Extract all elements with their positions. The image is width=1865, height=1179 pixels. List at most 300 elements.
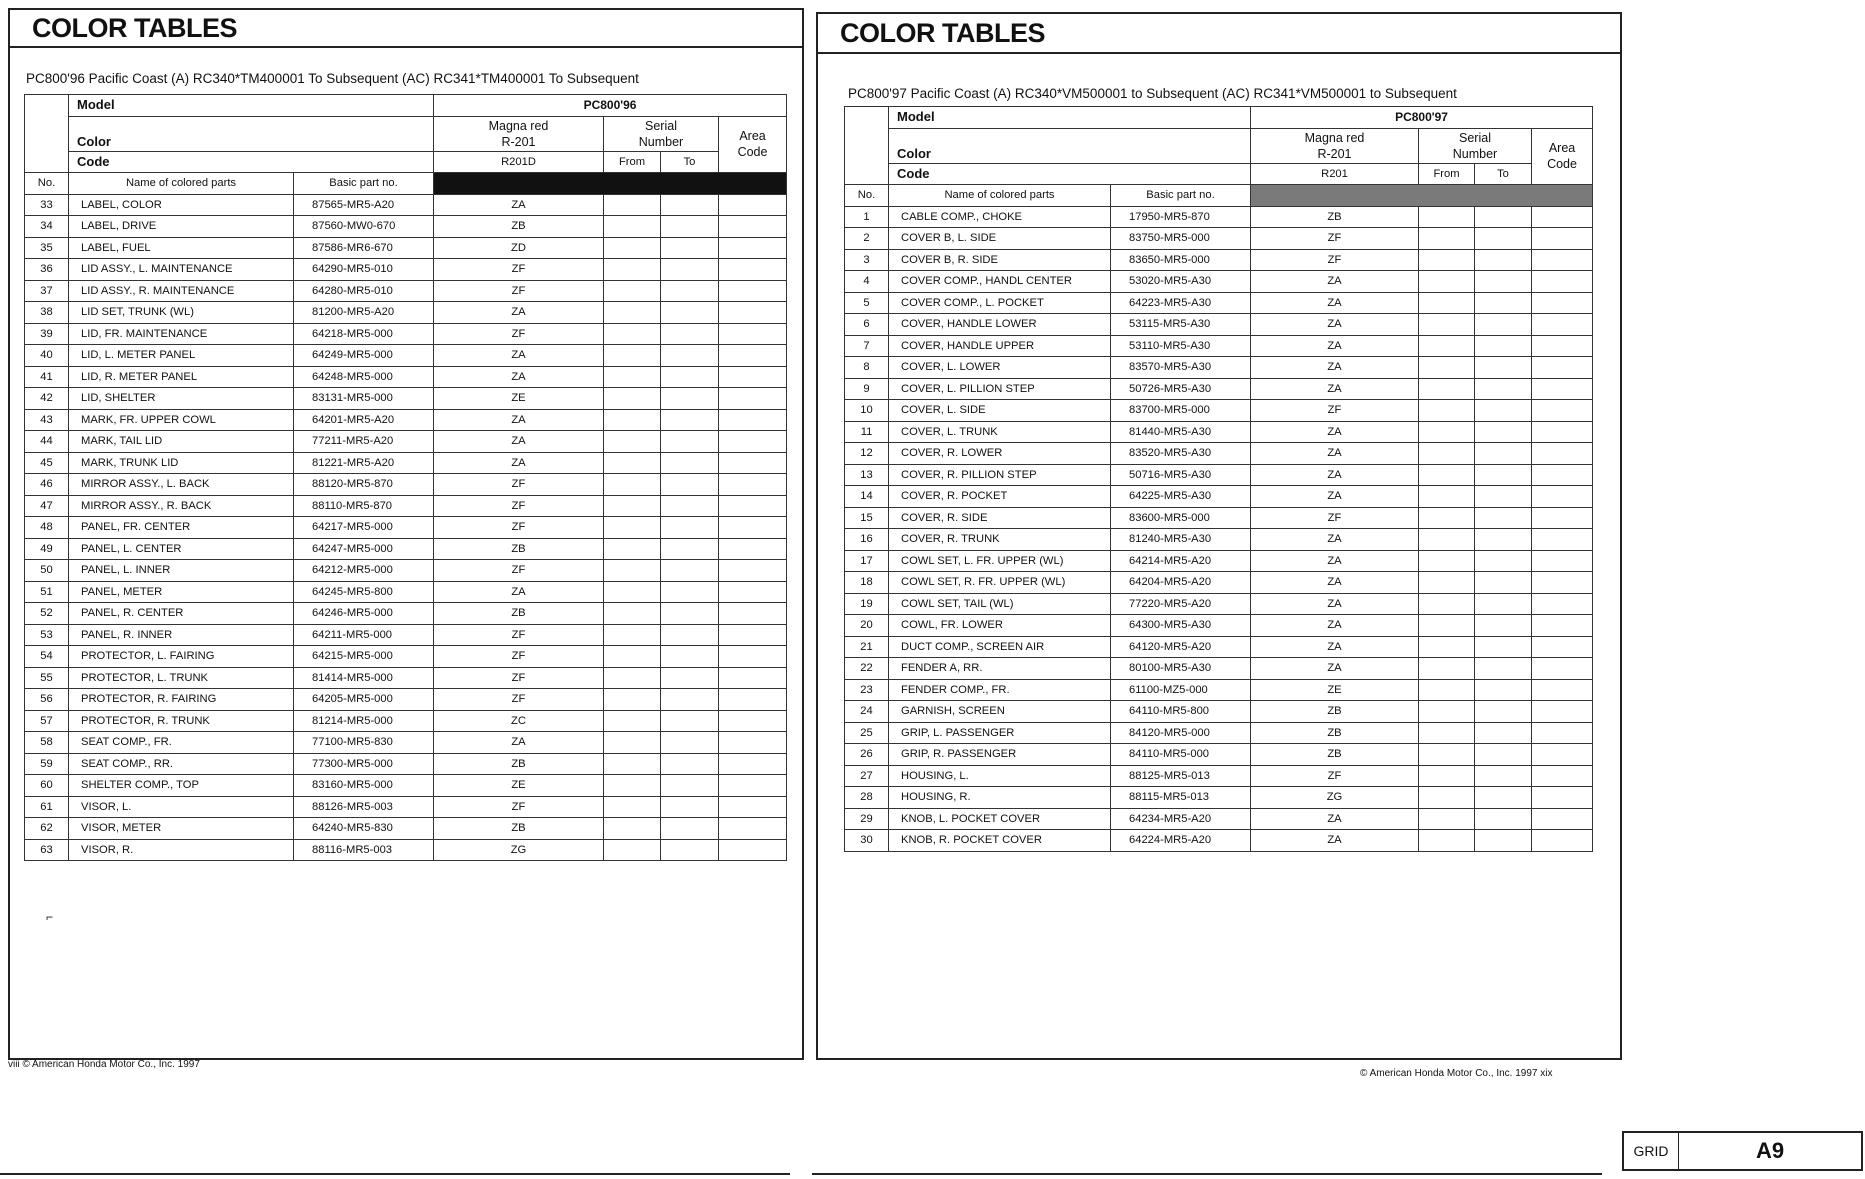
- serial-to-cell: [661, 603, 719, 625]
- table-row: [25, 710, 787, 732]
- part-number: 64300-MR5-A30: [1111, 615, 1251, 637]
- part-name: PANEL, R. INNER: [69, 624, 294, 646]
- serial-to-cell: [661, 280, 719, 302]
- color-name: Magna red R-201: [434, 116, 604, 151]
- no-column-header: No.: [25, 173, 69, 195]
- color-label: Color: [889, 128, 1251, 163]
- table-row: [845, 228, 1593, 250]
- serial-from-cell: [604, 581, 661, 603]
- part-name: COVER COMP., HANDL CENTER: [889, 271, 1111, 293]
- part-number: 64211-MR5-000: [294, 624, 434, 646]
- table-row: [845, 593, 1593, 615]
- code-value: R201: [1251, 163, 1419, 185]
- row-number: 1: [845, 206, 889, 228]
- serial-from-cell: [604, 710, 661, 732]
- serial-to-cell: [1475, 636, 1532, 658]
- row-number: 37: [25, 280, 69, 302]
- part-name: PANEL, L. INNER: [69, 560, 294, 582]
- color-code: ZA: [1251, 572, 1419, 594]
- row-number: 49: [25, 538, 69, 560]
- area-code-cell: [1532, 572, 1593, 594]
- part-name: LID SET, TRUNK (WL): [69, 302, 294, 324]
- table-row: [25, 581, 787, 603]
- part-name: PANEL, L. CENTER: [69, 538, 294, 560]
- left-bottom-rule: [0, 1173, 790, 1175]
- serial-from-cell: [1419, 679, 1475, 701]
- part-name: COVER, L. TRUNK: [889, 421, 1111, 443]
- serial-from-cell: [604, 216, 661, 238]
- part-number: 64120-MR5-A20: [1111, 636, 1251, 658]
- row-number: 40: [25, 345, 69, 367]
- area-code-cell: [1532, 550, 1593, 572]
- header-dark-bar: [434, 173, 787, 195]
- table-row: [845, 744, 1593, 766]
- area-code-cell: [719, 646, 787, 668]
- serial-to-cell: [661, 839, 719, 861]
- part-name: PROTECTOR, L. FAIRING: [69, 646, 294, 668]
- serial-from-cell: [1419, 787, 1475, 809]
- color-code: ZF: [1251, 400, 1419, 422]
- part-number: 81440-MR5-A30: [1111, 421, 1251, 443]
- part-name: VISOR, METER: [69, 818, 294, 840]
- color-code: ZF: [434, 667, 604, 689]
- part-number: 83520-MR5-A30: [1111, 443, 1251, 465]
- color-code: ZB: [434, 538, 604, 560]
- table-row: [25, 366, 787, 388]
- part-number: 77211-MR5-A20: [294, 431, 434, 453]
- part-name: LID ASSY., R. MAINTENANCE: [69, 280, 294, 302]
- stray-mark: ⌐: [46, 910, 54, 924]
- part-name: MARK, FR. UPPER COWL: [69, 409, 294, 431]
- serial-from-cell: [1419, 400, 1475, 422]
- table-row: [25, 732, 787, 754]
- serial-from-cell: [604, 302, 661, 324]
- part-number: 83600-MR5-000: [1111, 507, 1251, 529]
- table-row: [845, 679, 1593, 701]
- part-name: LID, FR. MAINTENANCE: [69, 323, 294, 345]
- part-number: 50726-MR5-A30: [1111, 378, 1251, 400]
- serial-from-cell: [604, 323, 661, 345]
- table-row: [25, 280, 787, 302]
- area-code-cell: [1532, 744, 1593, 766]
- serial-from-cell: [604, 194, 661, 216]
- row-number: 34: [25, 216, 69, 238]
- color-code: ZA: [1251, 486, 1419, 508]
- area-code-cell: [719, 323, 787, 345]
- serial-from-cell: [604, 667, 661, 689]
- part-number: 64217-MR5-000: [294, 517, 434, 539]
- part-name: CABLE COMP., CHOKE: [889, 206, 1111, 228]
- serial-to-cell: [1475, 787, 1532, 809]
- part-number: 53110-MR5-A30: [1111, 335, 1251, 357]
- left-color-table: [24, 94, 787, 861]
- part-number: 88125-MR5-013: [1111, 765, 1251, 787]
- serial-from-cell: [604, 452, 661, 474]
- color-code: ZC: [434, 710, 604, 732]
- part-number: 64248-MR5-000: [294, 366, 434, 388]
- row-number: 43: [25, 409, 69, 431]
- row-number: 58: [25, 732, 69, 754]
- table-row: [25, 237, 787, 259]
- color-code: ZA: [1251, 529, 1419, 551]
- color-code: ZF: [434, 624, 604, 646]
- part-name: PROTECTOR, R. TRUNK: [69, 710, 294, 732]
- serial-to-cell: [1475, 658, 1532, 680]
- part-name: PANEL, R. CENTER: [69, 603, 294, 625]
- serial-number-label: Serial Number: [1419, 128, 1532, 163]
- area-code-cell: [719, 345, 787, 367]
- color-code: ZF: [434, 689, 604, 711]
- table-row: [845, 400, 1593, 422]
- color-code: ZA: [1251, 830, 1419, 852]
- serial-from-cell: [604, 409, 661, 431]
- row-number: 7: [845, 335, 889, 357]
- part-name: COVER, R. TRUNK: [889, 529, 1111, 551]
- table-row: [845, 636, 1593, 658]
- area-code-cell: [719, 302, 787, 324]
- no-header-spacer: [25, 95, 69, 173]
- serial-to-cell: [1475, 744, 1532, 766]
- serial-to-cell: [1475, 830, 1532, 852]
- serial-to-cell: [1475, 357, 1532, 379]
- part-name: COVER, HANDLE UPPER: [889, 335, 1111, 357]
- serial-from-cell: [1419, 335, 1475, 357]
- area-code-cell: [1532, 765, 1593, 787]
- serial-to-cell: [1475, 314, 1532, 336]
- row-number: 19: [845, 593, 889, 615]
- color-code: ZB: [1251, 701, 1419, 723]
- color-code: ZB: [1251, 744, 1419, 766]
- color-code: ZF: [434, 474, 604, 496]
- serial-from-cell: [1419, 292, 1475, 314]
- serial-to-cell: [1475, 443, 1532, 465]
- serial-from-cell: [604, 624, 661, 646]
- part-name: COVER, R. PILLION STEP: [889, 464, 1111, 486]
- serial-to-cell: [661, 345, 719, 367]
- part-number: 77220-MR5-A20: [1111, 593, 1251, 615]
- part-number: 77100-MR5-830: [294, 732, 434, 754]
- area-code-cell: [1532, 249, 1593, 271]
- serial-from-cell: [1419, 378, 1475, 400]
- part-number: 61100-MZ5-000: [1111, 679, 1251, 701]
- model-value: PC800'97: [1251, 107, 1593, 129]
- color-code: ZA: [1251, 314, 1419, 336]
- serial-from-cell: [604, 646, 661, 668]
- table-row: [25, 431, 787, 453]
- part-name: COWL SET, R. FR. UPPER (WL): [889, 572, 1111, 594]
- part-name: LID, L. METER PANEL: [69, 345, 294, 367]
- part-name: PROTECTOR, R. FAIRING: [69, 689, 294, 711]
- color-code: ZF: [434, 517, 604, 539]
- serial-to-cell: [661, 237, 719, 259]
- serial-from-cell: [604, 839, 661, 861]
- area-code-cell: [1532, 529, 1593, 551]
- left-table-subtitle: PC800'96 Pacific Coast (A) RC340*TM400001 To Subsequent (AC) RC341*TM400001 To Subsequent: [26, 71, 639, 86]
- part-number: 83750-MR5-000: [1111, 228, 1251, 250]
- table-row: [845, 550, 1593, 572]
- model-value: PC800'96: [434, 95, 787, 117]
- table-row: [25, 323, 787, 345]
- area-code-cell: [1532, 271, 1593, 293]
- part-number: 87560-MW0-670: [294, 216, 434, 238]
- color-code: ZA: [434, 732, 604, 754]
- part-number: 64218-MR5-000: [294, 323, 434, 345]
- color-code: ZA: [1251, 357, 1419, 379]
- color-code: ZA: [1251, 550, 1419, 572]
- serial-to-cell: [1475, 808, 1532, 830]
- area-code-cell: [719, 452, 787, 474]
- area-code-cell: [719, 753, 787, 775]
- serial-from-cell: [604, 388, 661, 410]
- area-code-cell: [719, 732, 787, 754]
- color-code: ZA: [434, 366, 604, 388]
- right-color-table: [844, 106, 1593, 852]
- table-row: [25, 452, 787, 474]
- part-number: 81221-MR5-A20: [294, 452, 434, 474]
- color-code: ZE: [434, 388, 604, 410]
- serial-to-cell: [1475, 572, 1532, 594]
- color-code: ZA: [434, 452, 604, 474]
- part-name: LID, SHELTER: [69, 388, 294, 410]
- table-row: [25, 689, 787, 711]
- color-code: ZA: [1251, 421, 1419, 443]
- serial-to-cell: [661, 302, 719, 324]
- table-row: [25, 409, 787, 431]
- row-number: 47: [25, 495, 69, 517]
- serial-to-cell: [661, 216, 719, 238]
- part-number: 64205-MR5-000: [294, 689, 434, 711]
- color-code: ZF: [1251, 507, 1419, 529]
- serial-from-cell: [604, 237, 661, 259]
- part-number: 64110-MR5-800: [1111, 701, 1251, 723]
- part-name: COVER, HANDLE LOWER: [889, 314, 1111, 336]
- area-code-cell: [719, 689, 787, 711]
- right-table-subtitle: PC800'97 Pacific Coast (A) RC340*VM500001 to Subsequent (AC) RC341*VM500001 to Subsequent: [848, 86, 1457, 101]
- part-name: LABEL, COLOR: [69, 194, 294, 216]
- part-number: 81240-MR5-A30: [1111, 529, 1251, 551]
- serial-from-cell: [1419, 486, 1475, 508]
- table-row: [845, 701, 1593, 723]
- serial-to-cell: [1475, 421, 1532, 443]
- area-code-cell: [719, 775, 787, 797]
- right-bottom-rule: [812, 1173, 1602, 1175]
- row-number: 13: [845, 464, 889, 486]
- row-number: 10: [845, 400, 889, 422]
- color-code: ZF: [434, 323, 604, 345]
- table-row: [25, 796, 787, 818]
- part-number: 64240-MR5-830: [294, 818, 434, 840]
- table-row: [25, 259, 787, 281]
- area-code-label: Area Code: [1532, 128, 1593, 185]
- serial-from-cell: [1419, 636, 1475, 658]
- color-code: ZA: [434, 302, 604, 324]
- name-column-header: Name of colored parts: [889, 185, 1111, 207]
- row-number: 27: [845, 765, 889, 787]
- row-number: 46: [25, 474, 69, 496]
- grid-value: A9: [1755, 1138, 1785, 1163]
- part-number: 88116-MR5-003: [294, 839, 434, 861]
- serial-from-cell: [604, 603, 661, 625]
- row-number: 30: [845, 830, 889, 852]
- part-number: 64245-MR5-800: [294, 581, 434, 603]
- serial-from-cell: [604, 280, 661, 302]
- part-number: 64204-MR5-A20: [1111, 572, 1251, 594]
- part-number: 87586-MR6-670: [294, 237, 434, 259]
- serial-to-cell: [1475, 206, 1532, 228]
- color-code: ZE: [434, 775, 604, 797]
- color-code: ZB: [1251, 206, 1419, 228]
- part-number: 64247-MR5-000: [294, 538, 434, 560]
- area-code-cell: [719, 603, 787, 625]
- table-row: [845, 357, 1593, 379]
- part-name: HOUSING, L.: [889, 765, 1111, 787]
- serial-to-cell: [1475, 679, 1532, 701]
- color-code: ZF: [434, 280, 604, 302]
- part-name: GRIP, L. PASSENGER: [889, 722, 1111, 744]
- row-number: 14: [845, 486, 889, 508]
- row-number: 48: [25, 517, 69, 539]
- part-number: 88126-MR5-003: [294, 796, 434, 818]
- serial-to-cell: [661, 818, 719, 840]
- area-code-cell: [719, 259, 787, 281]
- serial-to-cell: [661, 194, 719, 216]
- serial-from-cell: [1419, 615, 1475, 637]
- serial-from-cell: [604, 753, 661, 775]
- row-number: 63: [25, 839, 69, 861]
- color-code: ZE: [1251, 679, 1419, 701]
- row-number: 16: [845, 529, 889, 551]
- table-row: [845, 421, 1593, 443]
- serial-to-cell: [661, 495, 719, 517]
- row-number: 52: [25, 603, 69, 625]
- table-row: [25, 345, 787, 367]
- serial-to-cell: [1475, 550, 1532, 572]
- serial-from-label: From: [604, 151, 661, 173]
- table-row: [25, 388, 787, 410]
- part-number: 64225-MR5-A30: [1111, 486, 1251, 508]
- color-code: ZA: [1251, 658, 1419, 680]
- table-row: [25, 646, 787, 668]
- area-code-cell: [1532, 314, 1593, 336]
- part-name: LABEL, DRIVE: [69, 216, 294, 238]
- table-row: [25, 818, 787, 840]
- part-number: 81214-MR5-000: [294, 710, 434, 732]
- color-code: ZA: [1251, 292, 1419, 314]
- area-code-cell: [1532, 421, 1593, 443]
- row-number: 60: [25, 775, 69, 797]
- table-row: [25, 302, 787, 324]
- table-row: [845, 206, 1593, 228]
- serial-to-cell: [1475, 400, 1532, 422]
- table-row: [25, 474, 787, 496]
- area-code-cell: [719, 839, 787, 861]
- no-header-spacer: [845, 107, 889, 185]
- serial-to-cell: [1475, 378, 1532, 400]
- serial-to-cell: [661, 796, 719, 818]
- row-number: 54: [25, 646, 69, 668]
- part-number: 64224-MR5-A20: [1111, 830, 1251, 852]
- part-name: MARK, TAIL LID: [69, 431, 294, 453]
- part-name: KNOB, R. POCKET COVER: [889, 830, 1111, 852]
- serial-from-cell: [1419, 701, 1475, 723]
- serial-to-cell: [1475, 292, 1532, 314]
- table-row: [845, 271, 1593, 293]
- area-code-cell: [1532, 357, 1593, 379]
- serial-to-cell: [1475, 249, 1532, 271]
- serial-to-cell: [1475, 486, 1532, 508]
- part-number: 64234-MR5-A20: [1111, 808, 1251, 830]
- serial-from-cell: [1419, 830, 1475, 852]
- serial-to-cell: [661, 732, 719, 754]
- serial-from-cell: [1419, 658, 1475, 680]
- serial-to-cell: [661, 388, 719, 410]
- serial-from-cell: [1419, 593, 1475, 615]
- area-code-cell: [719, 280, 787, 302]
- row-number: 45: [25, 452, 69, 474]
- area-code-cell: [719, 237, 787, 259]
- header-dark-bar: [1251, 185, 1593, 207]
- row-number: 3: [845, 249, 889, 271]
- part-name: COVER B, L. SIDE: [889, 228, 1111, 250]
- left-page-panel: [8, 8, 804, 1060]
- serial-from-cell: [1419, 249, 1475, 271]
- color-code: ZA: [1251, 271, 1419, 293]
- serial-to-cell: [661, 538, 719, 560]
- model-label: Model: [889, 107, 1251, 129]
- serial-from-cell: [604, 431, 661, 453]
- row-number: 35: [25, 237, 69, 259]
- serial-to-cell: [661, 474, 719, 496]
- row-number: 59: [25, 753, 69, 775]
- area-code-cell: [719, 474, 787, 496]
- part-name: HOUSING, R.: [889, 787, 1111, 809]
- serial-to-cell: [1475, 593, 1532, 615]
- area-code-cell: [719, 495, 787, 517]
- model-label: Model: [69, 95, 434, 117]
- serial-to-cell: [1475, 529, 1532, 551]
- serial-to-cell: [661, 646, 719, 668]
- part-number: 81200-MR5-A20: [294, 302, 434, 324]
- area-code-cell: [719, 538, 787, 560]
- color-code: ZA: [1251, 636, 1419, 658]
- color-code: ZA: [434, 194, 604, 216]
- serial-from-cell: [604, 366, 661, 388]
- part-name: PROTECTOR, L. TRUNK: [69, 667, 294, 689]
- serial-to-cell: [661, 517, 719, 539]
- area-code-cell: [719, 796, 787, 818]
- color-code: ZA: [434, 431, 604, 453]
- area-code-cell: [1532, 292, 1593, 314]
- area-code-cell: [719, 216, 787, 238]
- table-row: [845, 378, 1593, 400]
- part-number: 83650-MR5-000: [1111, 249, 1251, 271]
- color-code: ZB: [434, 818, 604, 840]
- part-name: PANEL, FR. CENTER: [69, 517, 294, 539]
- serial-from-cell: [604, 259, 661, 281]
- table-row: [25, 538, 787, 560]
- serial-to-label: To: [1475, 163, 1532, 185]
- table-row: [845, 292, 1593, 314]
- area-code-cell: [719, 818, 787, 840]
- part-name: MIRROR ASSY., L. BACK: [69, 474, 294, 496]
- serial-from-label: From: [1419, 163, 1475, 185]
- serial-to-cell: [661, 452, 719, 474]
- part-name: DUCT COMP., SCREEN AIR: [889, 636, 1111, 658]
- serial-from-cell: [604, 796, 661, 818]
- serial-from-cell: [1419, 314, 1475, 336]
- area-code-cell: [719, 517, 787, 539]
- area-code-cell: [1532, 507, 1593, 529]
